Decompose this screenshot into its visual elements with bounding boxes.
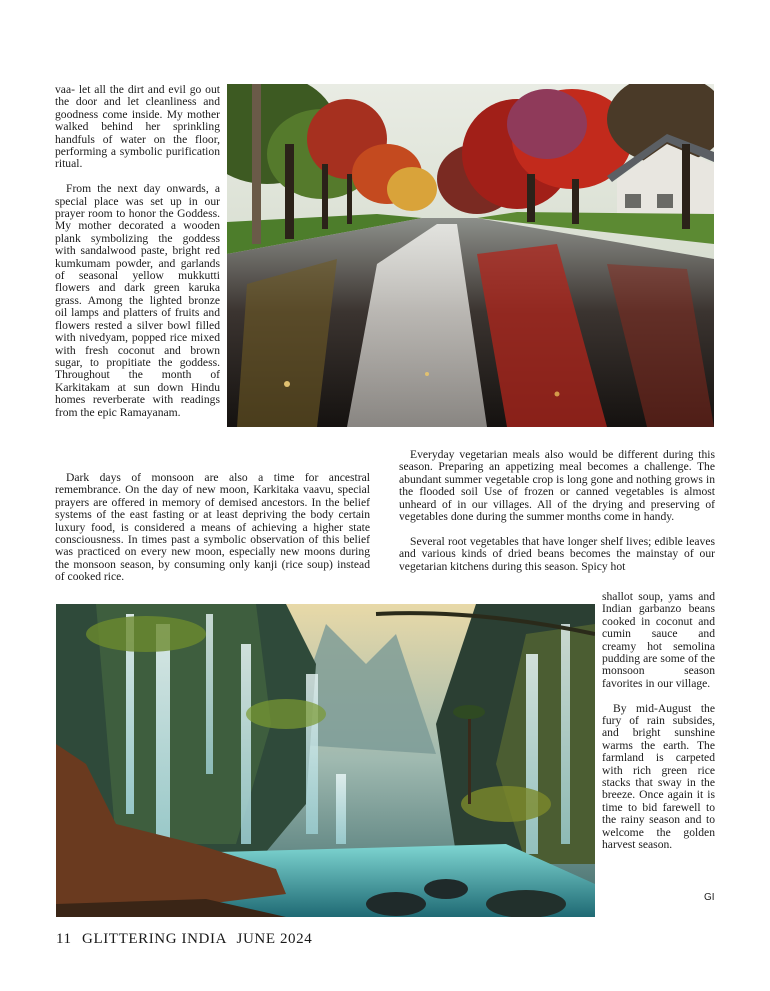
column2-bottom-text: [602, 591, 715, 852]
issue-date: JUNE 2024: [236, 931, 313, 947]
jungle-waterfall-painting: [56, 604, 595, 917]
column1-mid-text: [55, 472, 370, 584]
paragraph-vegetarian-meals: Everyday vegetarian meals also would be different during this season. Preparing an appetizing meal becomes a challenge. The abundant summer vegetable crop is long gone and nothing grows in the flooded soil Use of frozen or canned vegetables is almost unheard of in our villages. All of the drying and preserving of vegetables done during the summer months come in handy.: [399, 448, 715, 524]
column1-top-text: [55, 84, 220, 419]
wet-autumn-street-photo: [227, 84, 714, 427]
paragraph-goddess: From the next day onwards, a special place was set up in our prayer room to honor the Goddess. My mother decorated a wooden plank symbolizing the goddess with sandalwood paste, bright red kumkumam powder, and garlands of seasonal yellow mukkutti flowers and dark green karuka grass. Among the lighted bronze oil lamps and platters of fruits and flowers rested a silver bowl filled with nivedyam, popped rice mixed with fresh coconut and brown sugar, to propitiate the goddess. Throughout the month of Karkitakam at sun down Hindu homes reverberate with readings from the epic Ramayanam.: [55, 182, 220, 419]
paragraph-root-vegetables: Several root vegetables that have longer shelf lives; edible leaves and various kinds of dried beans becomes the mainstay of our vegetarian kitchens during this season. Spicy hot: [399, 534, 715, 573]
magazine-title: GLITTERING INDIA: [82, 931, 227, 947]
author-signature: GI: [704, 892, 715, 903]
paragraph-purification: vaa- let all the dirt and evil go out the door and let cleanliness and goodness come inside. My mother walked behind her sprinkling handfuls of water on the floor, performing a symbolic purification ritual.: [55, 83, 220, 171]
paragraph-favorites: shallot soup, yams and Indian garbanzo beans cooked in coconut and cumin sauce and creamy hot semolina pudding are some of the monsoon season favorites in our village.: [602, 590, 715, 690]
page-number: 11: [56, 931, 72, 947]
page-footer: [56, 931, 312, 948]
column2-mid-text: [399, 449, 715, 573]
paragraph-ancestral-remembrance: Dark days of monsoon are also a time for ancestral remembrance. On the day of new moon, Karkitaka vaavu, special prayers are offered in memory of demised ancestors. In the belief systems of the east fasting or at least depriving the body certain luxury food, is considered a means of achieving a higher state consciousness. In times past a symbolic observation of this belief was practiced on every new moon, especially new moons during the monsoon season, by consuming only kanji (rice soup) instead of cooked rice.: [55, 471, 370, 584]
paragraph-harvest: By mid-August the fury of rain subsides, and bright sunshine warms the earth. The farmland is carpeted with rich green rice stacks that sway in the breeze. Once again it is time to bid farewell to the rainy season and to welcome the golden harvest season.: [602, 701, 715, 852]
